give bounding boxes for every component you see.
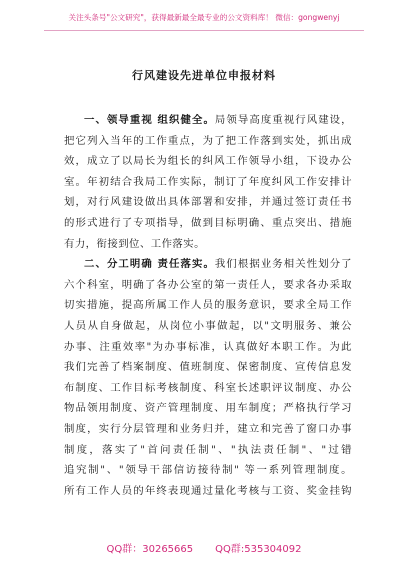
paragraph-line: 室。年初结合我局工作实际，制订了年度纠风工作安排计	[64, 175, 352, 188]
paragraph-line: 的形式进行了专项指导，做到目标明确、重点突出、措施	[64, 216, 352, 229]
paragraph-line: 有力，衔接到位、工作落实。	[64, 237, 205, 250]
paragraph-line: 物品领用制度、资产管理制度、用车制度；严格执行学习	[64, 402, 352, 415]
paragraph-line: 制度，实行分层管理和业务归并，建立和完善了窗口办事	[64, 422, 352, 435]
paragraph-line: 办事、注重效率"为办事标准，认真做好本职工作。为此	[64, 340, 352, 353]
paragraph-1-heading: 一、领导重视 组织健全。	[84, 114, 215, 126]
paragraph-line: 人员从自身做起，从岗位小事做起，以"文明服务、兼公	[64, 319, 352, 332]
paragraph-line: 所有工作人员的年终表现通过量化考核与工资、奖金挂钩	[64, 484, 352, 497]
paragraph-line: 我们完善了档案制度、值班制度、保密制度、宣传信息发	[64, 361, 352, 374]
paragraph-line: 制度，落实了"首问责任制"、"执法责任制"、"过错	[64, 443, 352, 456]
paragraph-2-line-1	[64, 254, 352, 275]
qq-group-2: QQ群:535304092	[215, 544, 302, 555]
paragraph-line: 追究制"、"领导干部信访接待制" 等一系列管理制度。	[64, 464, 352, 477]
paragraph-2-heading: 二、分工明确 责任落实。	[84, 258, 215, 271]
banner-divider	[44, 30, 364, 31]
paragraph-line: 效，成立了以局长为组长的纠风工作领导小组，下设办公	[64, 155, 352, 168]
paragraph-line: 布制度、工作目标考核制度、科室长述职评议制度、办公	[64, 381, 352, 394]
paragraph-line: 把它列入当年的工作重点，为了把工作落到实处，抓出成	[64, 134, 352, 147]
contact-footer	[0, 540, 408, 555]
paragraph-line: 切实措施，提高所属工作人员的服务意识，要求全局工作	[64, 299, 352, 312]
paragraph-line: 划，对行风建设做出具体部署和安排，并通过签订责任书	[64, 196, 352, 209]
paragraph-line: 六个科室，明确了各办公室的第一责任人，要求各办采取	[64, 278, 352, 291]
promo-banner: 关注头条号"公文研究"，获得最新最全最专业的公文资料库！ 微信：gongwenyj	[68, 13, 340, 22]
qq-group-1: QQ群：30265665	[106, 544, 194, 555]
document-body	[64, 110, 352, 501]
paragraph-1-text: 局领导高度重视行风建设，	[214, 114, 352, 126]
paragraph-1-line-1	[64, 110, 352, 131]
document-title: 行风建设先进单位申报材料	[132, 69, 276, 82]
paragraph-2-text: 我们根据业务相关性划分了	[214, 258, 352, 271]
